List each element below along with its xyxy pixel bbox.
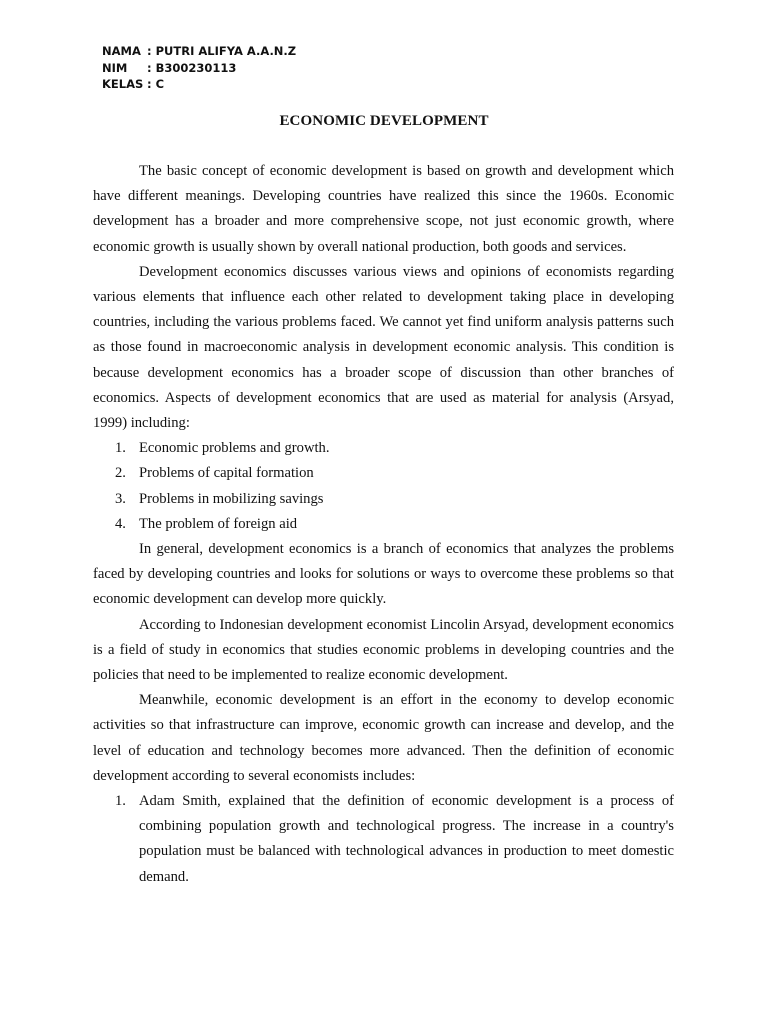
identity-value: : PUTRI ALIFYA A.A.N.Z: [147, 44, 297, 58]
identity-row-name: [102, 43, 296, 60]
student-identity-block: [102, 43, 296, 93]
list-item: [93, 461, 674, 486]
list-item-text: Problems of capital formation: [139, 465, 314, 482]
list-item-text: Adam Smith, explained that the definition of economic development is a process of combining population growth and technological progress. The increase in a country's population must be balanced with technological advances in production to meet domestic demand.: [139, 793, 674, 885]
list-number: 4.: [115, 515, 126, 532]
list-item: [93, 436, 674, 461]
list-item: [93, 789, 674, 890]
paragraph: Development economics discusses various views and opinions of economists regarding various elements that influence each other related to development taking place in developing countries, including the various problems faced. We cannot yet find uniform analysis patterns such as those found in macroeconomic analysis in development economic analysis. This condition is because development economics has a broader scope of discussion than other branches of economics. Aspects of development economics that are used as material for analysis (Arsyad, 1999) including:: [93, 263, 674, 432]
identity-label: NAMA: [102, 44, 141, 58]
list-item: [93, 512, 674, 537]
list-number: 2.: [115, 465, 126, 482]
economist-definitions-list: [93, 789, 674, 890]
list-item-text: The problem of foreign aid: [139, 515, 298, 532]
list-item-text: Problems in mobilizing savings: [139, 490, 324, 507]
list-number: 1.: [115, 440, 126, 457]
identity-label: KELAS: [102, 77, 144, 91]
list-number: 3.: [115, 490, 126, 507]
identity-value: : C: [147, 77, 165, 91]
list-item-text: Economic problems and growth.: [139, 440, 330, 457]
analysis-aspects-list: [93, 436, 674, 537]
paragraph: In general, development economics is a branch of economics that analyzes the problems faced by developing countries and looks for solutions or ways to overcome these problems so that economic development can develop more quickly.: [93, 541, 674, 608]
identity-label: NIM: [102, 60, 128, 75]
list-item: [93, 487, 674, 512]
document-title: ECONOMIC DEVELOPMENT: [279, 113, 489, 129]
list-number: 1.: [115, 793, 126, 810]
identity-row-class: [102, 76, 296, 93]
identity-value: : B300230113: [147, 60, 237, 75]
document-body: [93, 159, 674, 890]
identity-row-nim: [102, 60, 296, 77]
paragraph: According to Indonesian development economist Lincolin Arsyad, development economics is a field of study in economics that studies economic problems in developing countries and the policies that need to be implemented to realize economic development.: [93, 616, 674, 684]
paragraph: The basic concept of economic development is based on growth and development which have different meanings. Developing countries have realized this since the 1960s. Economic development has a broader and more comprehensive scope, not just economic growth, where economic growth is usually shown by overall national production, both goods and services.: [93, 163, 674, 255]
paragraph: Meanwhile, economic development is an effort in the economy to develop economic activities so that infrastructure can improve, economic growth can increase and develop, and the level of education and technology becomes more advanced. Then the definition of economic development according to several economists includes:: [93, 692, 674, 784]
